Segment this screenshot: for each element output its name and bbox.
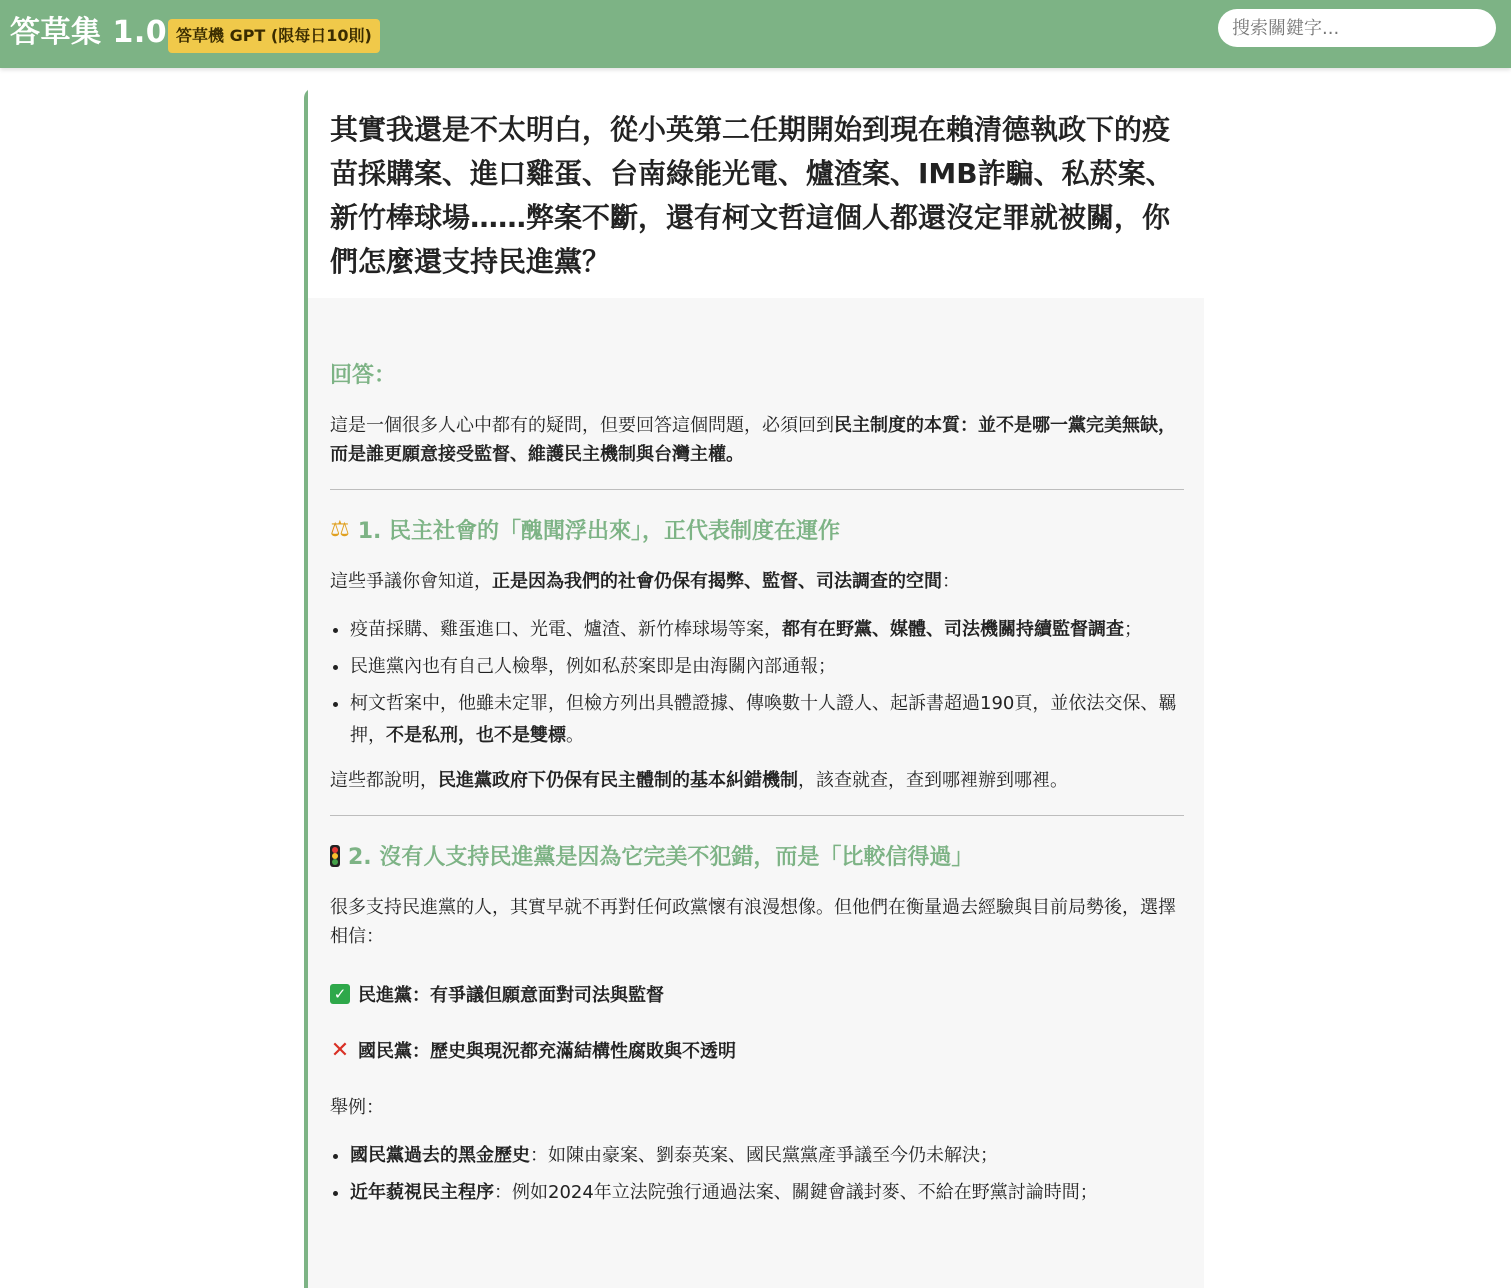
section-1-list bbox=[330, 614, 1184, 752]
check-mark-icon: ✓ bbox=[330, 984, 350, 1004]
summary-plain: 這些都說明， bbox=[330, 770, 438, 791]
dpp-line bbox=[330, 981, 1184, 1007]
kmt-line bbox=[330, 1037, 1184, 1063]
lead-end: ： bbox=[942, 571, 960, 592]
answer-intro bbox=[330, 411, 1184, 469]
item-end: ； bbox=[1124, 619, 1142, 640]
item-plain: 民進黨內也有自己人檢舉，例如私菸案即是由海關內部通報； bbox=[350, 656, 836, 677]
item-plain: 疫苗採購、雞蛋進口、光電、爐渣、新竹棒球場等案， bbox=[350, 619, 782, 640]
item-plain: 柯文哲案中，他雖未定罪，但檢方列出具體證據、傳喚數十人證人、起訴書超過190頁，並依法交保、羈押， bbox=[350, 693, 1177, 746]
answer-block bbox=[308, 298, 1204, 1209]
summary-bold: 民進黨政府下仍保有民主體制的基本糾錯機制 bbox=[438, 770, 798, 791]
site-brand[interactable]: 答草集 1.0 bbox=[10, 15, 168, 50]
list-item bbox=[350, 1140, 1184, 1172]
list-item bbox=[350, 1177, 1184, 1209]
answer-label: 回答： bbox=[330, 363, 397, 388]
item-bold: 國民黨過去的黑金歷史 bbox=[350, 1145, 530, 1166]
list-item bbox=[350, 614, 1184, 646]
cross-mark-icon: ✕ bbox=[330, 1037, 350, 1063]
summary-end: ，該查就查，查到哪裡辦到哪裡。 bbox=[798, 770, 1068, 791]
item-end: 。 bbox=[566, 725, 584, 746]
section-2-list bbox=[330, 1140, 1184, 1209]
gpt-badge-button[interactable]: 答草機 GPT (限每日10則) bbox=[168, 19, 380, 53]
top-navbar bbox=[0, 0, 1511, 68]
section-1-lead bbox=[330, 567, 1184, 596]
example-label: 舉例： bbox=[330, 1097, 384, 1118]
qa-card bbox=[304, 88, 1204, 1288]
section-1-title: 1. 民主社會的「醜聞浮出來」，正代表制度在運作 bbox=[357, 519, 841, 544]
section-1-heading bbox=[330, 514, 1184, 545]
question-text: 其實我還是不太明白，從小英第二任期開始到現在賴清德執政下的疫苗採購案、進口雞蛋、台南綠能光電、爐渣案、IMB詐騙、私菸案、新竹棒球場……弊案不斷，還有柯文哲這個人都還沒定罪就被關，你們怎麼還支持民進黨？ bbox=[330, 113, 1174, 278]
item-bold: 不是私刑，也不是雙標 bbox=[386, 725, 566, 746]
search-input[interactable] bbox=[1218, 9, 1496, 47]
dpp-line-text: 民進黨：有爭議但願意面對司法與監督 bbox=[358, 985, 664, 1006]
section-1-summary bbox=[330, 766, 1184, 795]
lead-plain: 這些爭議你會知道， bbox=[330, 571, 492, 592]
item-bold: 都有在野黨、媒體、司法機關持續監督調查 bbox=[782, 619, 1124, 640]
intro-plain: 這是一個很多人心中都有的疑問，但要回答這個問題，必須回到 bbox=[330, 415, 834, 436]
list-item bbox=[350, 688, 1184, 752]
divider bbox=[330, 815, 1184, 816]
list-item bbox=[350, 651, 1184, 683]
section-2-heading bbox=[330, 840, 1184, 871]
section-2-lead: 很多支持民進黨的人，其實早就不再對任何政黨懷有浪漫想像。但他們在衡量過去經驗與目前局勢後，選擇相信： bbox=[330, 897, 1176, 947]
section-2-title: 2. 沒有人支持民進黨是因為它完美不犯錯，而是「比較信得過」 bbox=[348, 845, 974, 870]
item-plain: ：如陳由豪案、劉泰英案、國民黨黨產爭議至今仍未解決； bbox=[530, 1145, 998, 1166]
question-block bbox=[308, 88, 1204, 298]
lead-bold: 正是因為我們的社會仍保有揭弊、監督、司法調查的空間 bbox=[492, 571, 942, 592]
scale-icon: ⚖ bbox=[330, 517, 350, 542]
kmt-line-text: 國民黨：歷史與現況都充滿結構性腐敗與不透明 bbox=[358, 1041, 736, 1062]
traffic-light-icon bbox=[330, 845, 340, 867]
item-plain: ：例如2024年立法院強行通過法案、關鍵會議封麥、不給在野黨討論時間； bbox=[494, 1182, 1098, 1203]
intro-bold: 民主制度的本質：並不是哪一黨完美無缺，而是誰更願意接受監督、維護民主機制與台灣主權。 bbox=[330, 415, 1176, 465]
item-bold: 近年藐視民主程序 bbox=[350, 1182, 494, 1203]
divider bbox=[330, 489, 1184, 490]
